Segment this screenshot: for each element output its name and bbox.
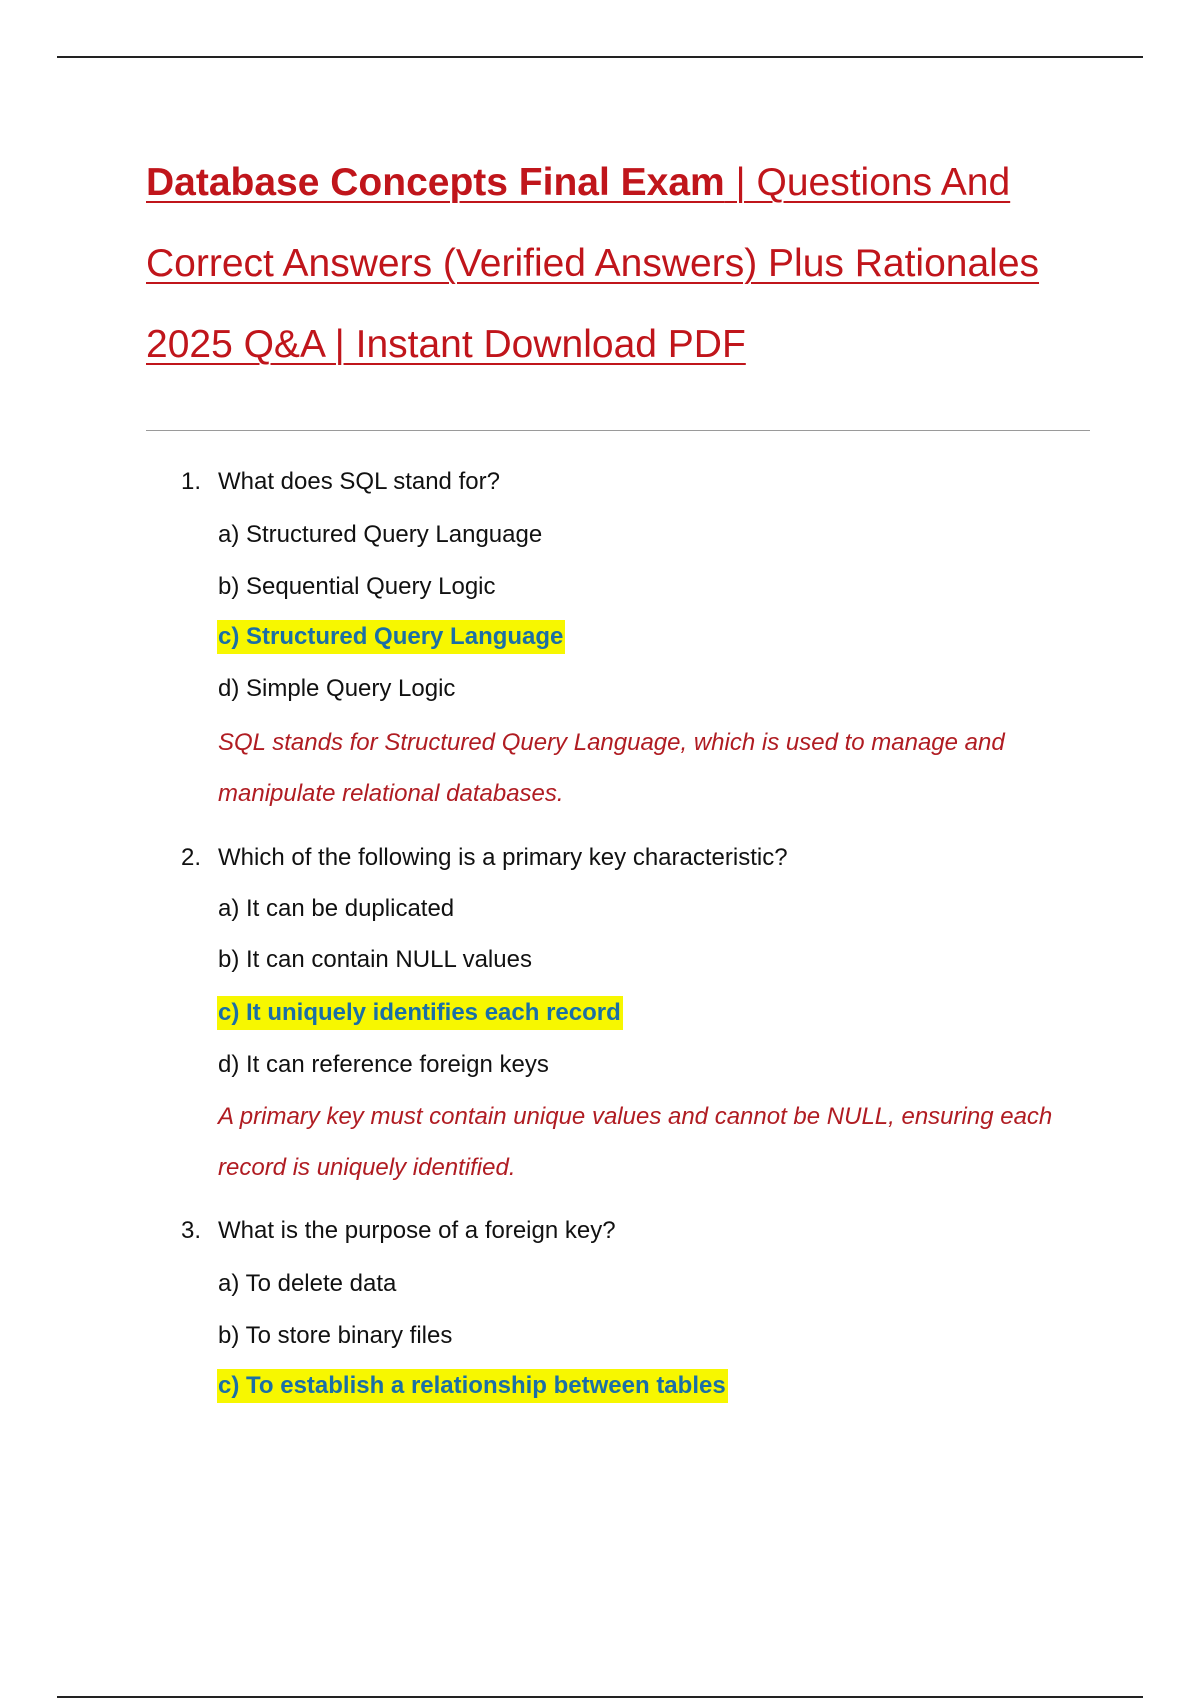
title-line-1 bbox=[146, 142, 1086, 223]
correct-answer: c) To establish a relationship between tables bbox=[217, 1369, 728, 1403]
section-divider bbox=[146, 430, 1090, 431]
rationale: A primary key must contain unique values and cannot be NULL, ensuring each record is uniquely identified. bbox=[218, 1103, 1053, 1181]
question-text: What is the purpose of a foreign key? bbox=[218, 1217, 616, 1244]
correct-answer: c) Structured Query Language bbox=[217, 620, 565, 654]
question-number: 2. bbox=[181, 844, 202, 871]
title-line-2-text: Correct Answers (Verified Answers) Plus Rationales bbox=[146, 242, 1040, 285]
question-number: 1. bbox=[181, 468, 202, 495]
title-line-2 bbox=[146, 223, 1086, 304]
option-a: a) It can be duplicated bbox=[218, 895, 455, 922]
option-d: d) It can reference foreign keys bbox=[218, 1051, 549, 1078]
option-d: d) Simple Query Logic bbox=[218, 675, 456, 702]
option-a: a) To delete data bbox=[218, 1270, 397, 1297]
bottom-rule bbox=[57, 1696, 1143, 1698]
title-line-3 bbox=[146, 304, 1086, 385]
question-text: Which of the following is a primary key characteristic? bbox=[218, 844, 788, 871]
option-b: b) It can contain NULL values bbox=[218, 946, 532, 973]
option-a: a) Structured Query Language bbox=[218, 521, 543, 548]
option-b: b) To store binary files bbox=[218, 1322, 453, 1349]
title-line-3-text: 2025 Q&A | Instant Download PDF bbox=[146, 323, 746, 366]
document-title bbox=[146, 142, 1086, 385]
top-rule bbox=[57, 56, 1143, 58]
option-b: b) Sequential Query Logic bbox=[218, 573, 496, 600]
question-text: What does SQL stand for? bbox=[218, 468, 500, 495]
correct-answer: c) It uniquely identifies each record bbox=[217, 996, 623, 1030]
question-number: 3. bbox=[181, 1217, 202, 1244]
title-bold-text: Database Concepts Final Exam bbox=[146, 161, 725, 204]
rationale: SQL stands for Structured Query Language, which is used to manage and manipulate relational databases. bbox=[218, 729, 1005, 807]
title-rest-text: | Questions And bbox=[724, 161, 1011, 204]
